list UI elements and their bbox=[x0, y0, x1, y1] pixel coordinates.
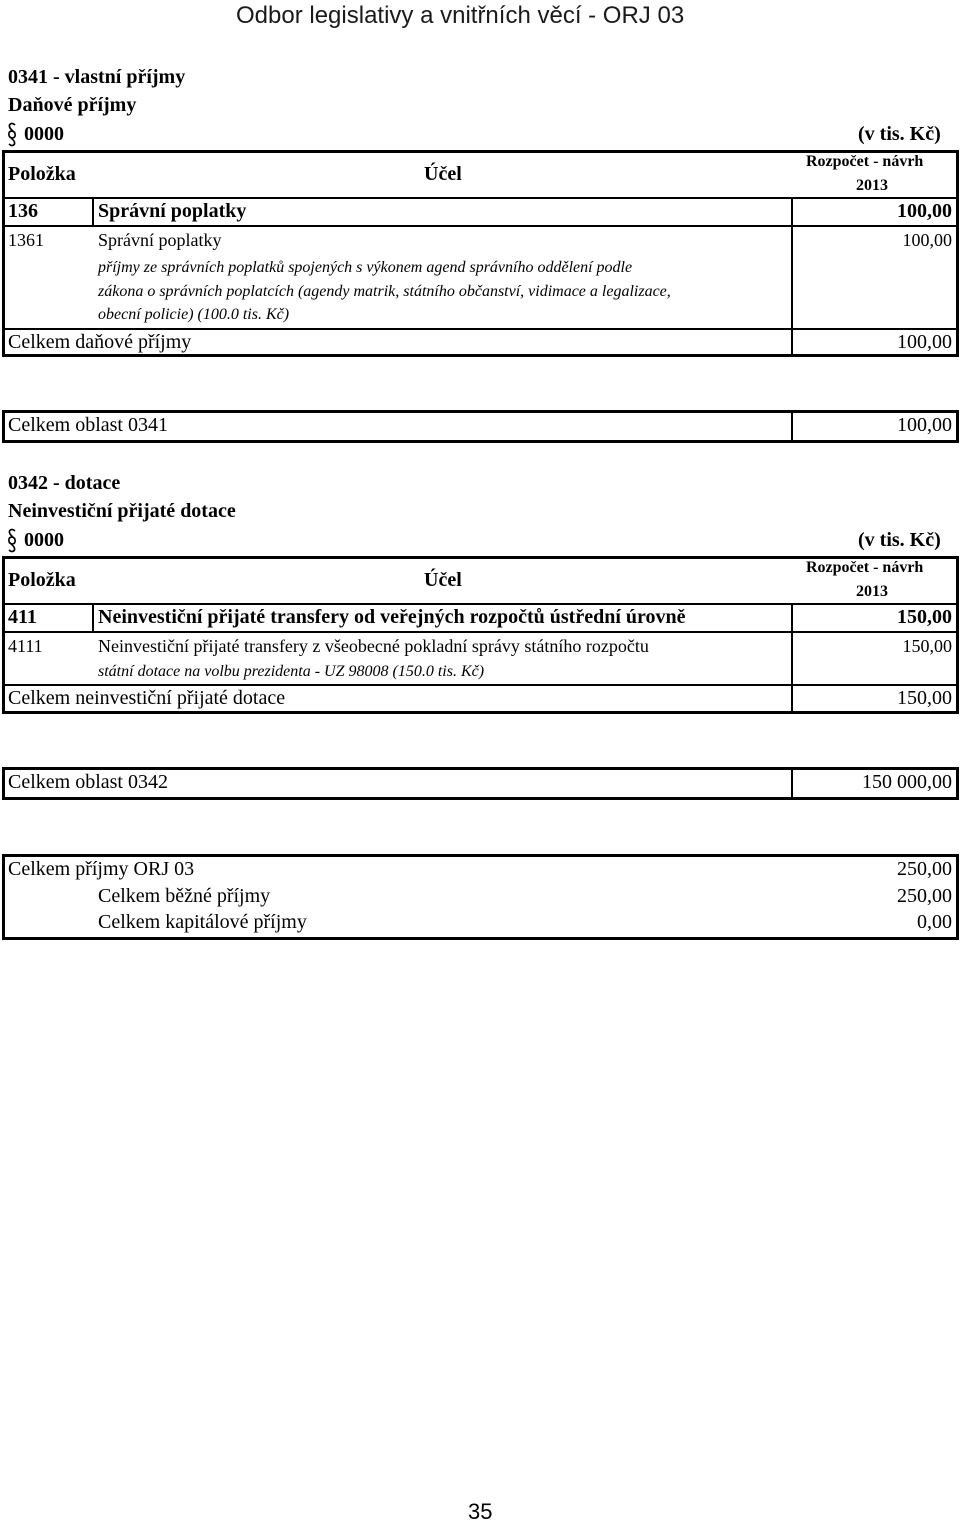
divider bbox=[2, 603, 959, 605]
summary-current-label: Celkem běžné příjmy bbox=[98, 885, 271, 907]
section1-table bbox=[2, 150, 959, 357]
section2-area-total-label: Celkem oblast 0342 bbox=[8, 771, 168, 793]
section2-header-budget: Rozpočet - návrh bbox=[806, 559, 924, 576]
section2-header-item: Položka bbox=[8, 569, 76, 591]
divider bbox=[791, 632, 793, 684]
divider bbox=[791, 603, 793, 632]
section2-heading1: 0342 - dotace bbox=[8, 472, 121, 494]
section1-row-sub-item: 1361 bbox=[8, 230, 44, 250]
section1-row-sub-amount: 100,00 bbox=[902, 230, 952, 250]
section-sign-icon bbox=[6, 528, 18, 554]
section2-row-sub-purpose: Neinvestiční přijaté transfery z všeobecné pokladní správy státního rozpočtu bbox=[98, 636, 649, 656]
section1-row-main-purpose: Správní poplatky bbox=[98, 200, 247, 222]
section2-total-amount: 150,00 bbox=[897, 687, 952, 709]
section2-unit: (v tis. Kč) bbox=[858, 529, 941, 551]
section2-row-main-purpose: Neinvestiční přijaté transfery od veřejných rozpočtů ústřední úrovně bbox=[98, 606, 686, 628]
summary-total-label: Celkem příjmy ORJ 03 bbox=[8, 858, 195, 880]
section2-heading2: Neinvestiční přijaté dotace bbox=[8, 500, 236, 522]
summary-total-amount: 250,00 bbox=[897, 858, 952, 880]
section1-row-sub-purpose: Správní poplatky bbox=[98, 230, 222, 250]
section1-heading2: Daňové příjmy bbox=[8, 94, 137, 116]
divider bbox=[791, 197, 793, 226]
divider bbox=[791, 770, 793, 797]
section1-note-line1: příjmy ze správních poplatků spojených s výkonem agend správního oddělení podle bbox=[98, 259, 633, 276]
section1-note-line2: zákona o správních poplatcích (agendy matrik, státního občanství, vidimace a legalizace, bbox=[98, 283, 671, 300]
section1-header-item: Položka bbox=[8, 163, 76, 185]
section2-header-year: 2013 bbox=[856, 583, 888, 600]
section1-header-budget: Rozpočet - návrh bbox=[806, 153, 924, 170]
page-number: 35 bbox=[468, 1499, 493, 1524]
section2-area-total-amount: 150 000,00 bbox=[862, 771, 952, 793]
page-title: Odbor legislativy a vnitřních věcí - ORJ 03 bbox=[236, 2, 685, 29]
section1-row-main-item: 136 bbox=[8, 200, 38, 222]
section-sign-icon bbox=[6, 122, 18, 148]
section2-row-main-amount: 150,00 bbox=[897, 606, 952, 628]
section1-note-line3: obecní policie) (100.0 tis. Kč) bbox=[98, 306, 290, 323]
section1-area-total-amount: 100,00 bbox=[897, 414, 952, 436]
section1-total-amount: 100,00 bbox=[897, 331, 952, 353]
summary-capital-label: Celkem kapitálové příjmy bbox=[98, 911, 307, 933]
divider bbox=[2, 225, 959, 227]
divider bbox=[92, 197, 94, 226]
section2-row-sub-amount: 150,00 bbox=[902, 636, 952, 656]
section1-code: 0000 bbox=[24, 123, 64, 145]
section2-code: 0000 bbox=[24, 529, 64, 551]
section1-area-total-label: Celkem oblast 0341 bbox=[8, 414, 168, 436]
section1-unit: (v tis. Kč) bbox=[858, 123, 941, 145]
section2-header-purpose: Účel bbox=[424, 569, 462, 591]
section1-row-main-amount: 100,00 bbox=[897, 200, 952, 222]
section1-header-year: 2013 bbox=[856, 177, 888, 194]
summary-current-amount: 250,00 bbox=[897, 885, 952, 907]
section1-header-purpose: Účel bbox=[424, 163, 462, 185]
divider bbox=[791, 684, 793, 713]
section2-row-sub-item: 4111 bbox=[8, 636, 43, 656]
divider bbox=[2, 197, 959, 199]
section2-total-label: Celkem neinvestiční přijaté dotace bbox=[8, 687, 286, 709]
divider bbox=[791, 226, 793, 328]
section2-note: státní dotace na volbu prezidenta - UZ 98008 (150.0 tis. Kč) bbox=[98, 663, 485, 680]
divider bbox=[2, 328, 959, 330]
summary-capital-amount: 0,00 bbox=[917, 911, 952, 933]
divider bbox=[2, 631, 959, 633]
divider bbox=[791, 413, 793, 440]
section2-row-main-item: 411 bbox=[8, 606, 37, 628]
divider bbox=[791, 328, 793, 357]
section1-heading1: 0341 - vlastní příjmy bbox=[8, 66, 186, 88]
divider bbox=[2, 684, 959, 686]
divider bbox=[92, 603, 94, 632]
section1-total-label: Celkem daňové příjmy bbox=[8, 331, 192, 353]
